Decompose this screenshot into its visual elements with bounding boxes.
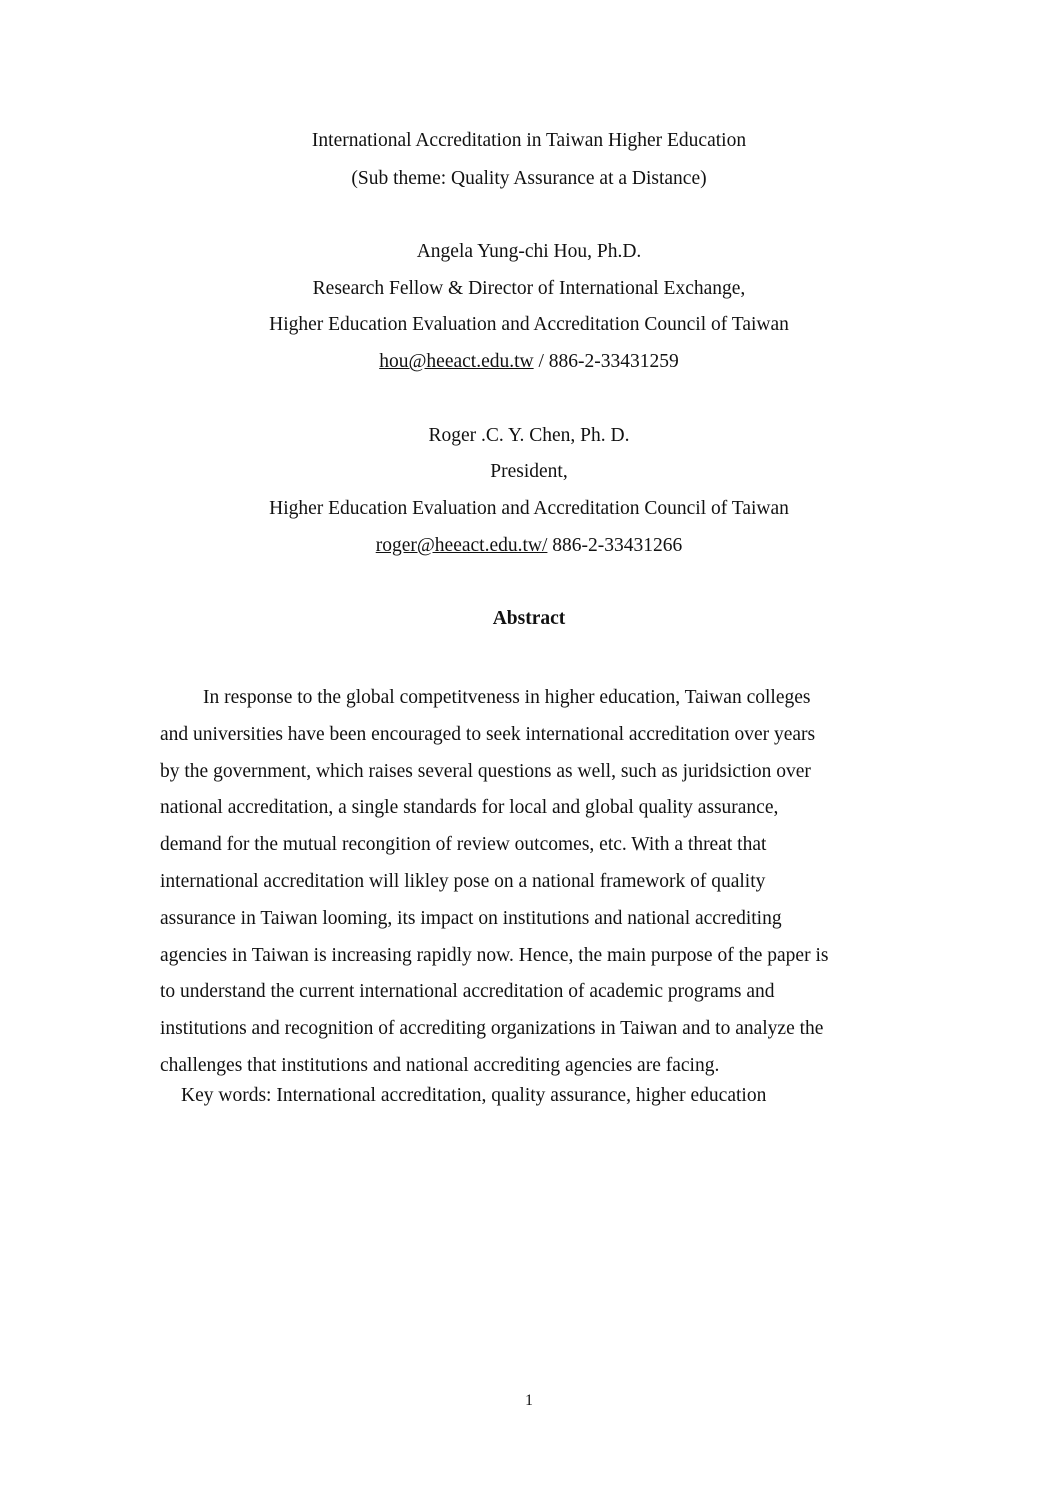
author-2-phone: 886-2-33431266 — [547, 535, 683, 556]
abstract-line: assurance in Taiwan looming, its impact on institutions and national accrediting — [160, 907, 782, 929]
author-2-role: President, — [490, 461, 568, 482]
abstract-line: demand for the mutual recongition of review outcomes, etc. With a threat that — [160, 834, 767, 856]
abstract-line: In response to the global competitveness in higher education, Taiwan colleges — [203, 687, 811, 708]
abstract-line: by the government, which raises several questions as well, such as juridsiction over — [160, 760, 811, 782]
author-2-contact — [0, 534, 1058, 558]
abstract-line: and universities have been encouraged to seek international accreditation over years — [160, 723, 816, 745]
author-1-contact — [0, 350, 1058, 374]
paper-title: International Accreditation in Taiwan Higher Education — [311, 130, 747, 151]
abstract-line: agencies in Taiwan is increasing rapidly now. Hence, the main purpose of the paper is — [160, 944, 829, 966]
abstract-line: to understand the current international accreditation of academic programs and — [160, 981, 775, 1003]
abstract-line: international accreditation will likley pose on a national framework of quality — [160, 870, 766, 892]
author-1-email-link[interactable]: hou@heeact.edu.tw — [379, 351, 534, 372]
author-2-name: Roger .C. Y. Chen, Ph. D. — [428, 425, 630, 446]
author-1-affiliation: Higher Education Evaluation and Accreditation Council of Taiwan — [269, 314, 789, 335]
paper-subtitle: (Sub theme: Quality Assurance at a Distance) — [351, 168, 707, 189]
abstract-line: institutions and recognition of accrediting organizations in Taiwan and to analyze the — [160, 1018, 824, 1040]
author-1-phone: / 886-2-33431259 — [533, 351, 679, 372]
keywords: Key words: International accreditation, quality assurance, higher education — [181, 1085, 767, 1106]
abstract-body — [160, 680, 900, 1085]
abstract-line: national accreditation, a single standards for local and global quality assurance, — [160, 797, 779, 819]
author-2-email-link[interactable]: roger@heeact.edu.tw/ — [375, 535, 548, 556]
page-number: 1 — [525, 1392, 533, 1409]
author-2-affiliation: Higher Education Evaluation and Accreditation Council of Taiwan — [269, 498, 789, 519]
author-1-name: Angela Yung-chi Hou, Ph.D. — [416, 241, 642, 262]
abstract-line: challenges that institutions and national accrediting agencies are facing. — [160, 1054, 720, 1076]
author-1-role: Research Fellow & Director of International Exchange, — [312, 278, 746, 299]
abstract-heading: Abstract — [492, 608, 566, 629]
